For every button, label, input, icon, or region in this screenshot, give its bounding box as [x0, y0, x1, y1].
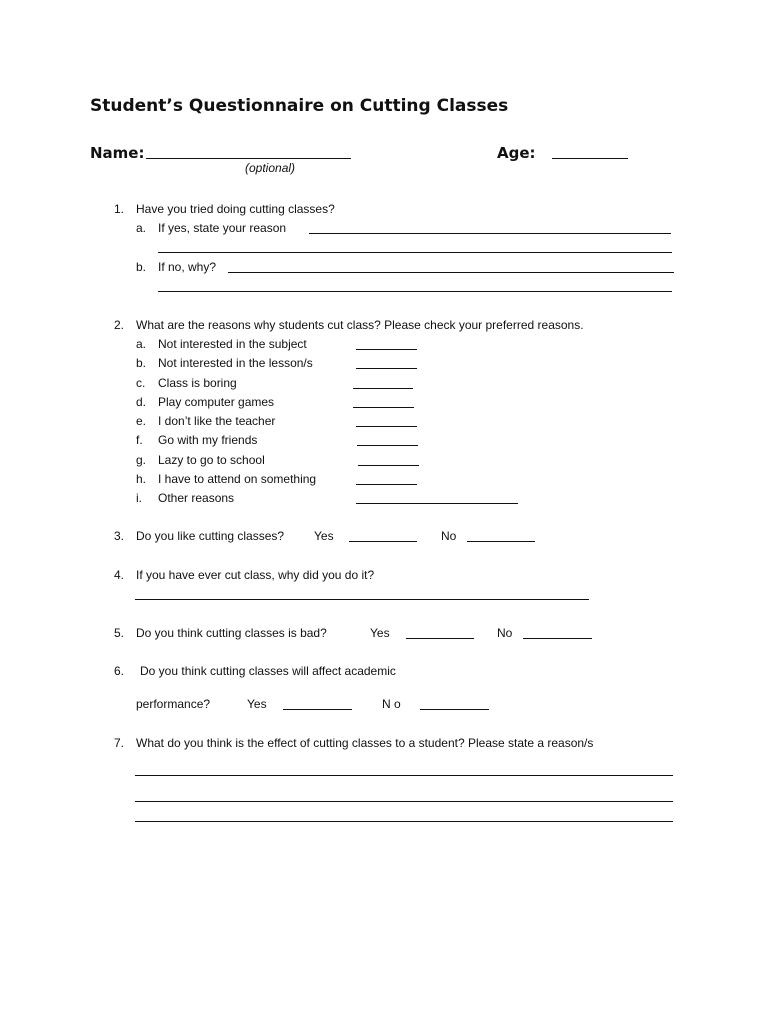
q5-text: Do you think cutting classes is bad? — [136, 626, 327, 640]
name-label: Name: — [90, 144, 145, 162]
q2-option-marker: e. — [136, 414, 147, 428]
q1a-answer-line-2[interactable] — [158, 252, 672, 253]
q2-option-label: I have to attend on something — [158, 472, 317, 486]
q6-yes-line[interactable] — [283, 709, 352, 710]
q6-text-continued: performance? — [136, 697, 211, 711]
q5-no-line[interactable] — [523, 638, 592, 639]
q2-option-marker: i. — [136, 491, 142, 505]
q2-other-reasons-line[interactable] — [356, 503, 518, 504]
q2-option-marker: f. — [136, 433, 143, 447]
q4-answer-line[interactable] — [135, 599, 589, 600]
q1b-answer-line-1[interactable] — [228, 272, 674, 273]
age-label: Age: — [497, 144, 536, 162]
q2-option-check-line[interactable] — [356, 484, 417, 485]
q6-no-label: N o — [382, 697, 401, 711]
q6-no-line[interactable] — [420, 709, 489, 710]
q5-no-label: No — [497, 626, 513, 640]
q4-number: 4. — [114, 568, 125, 582]
q1a-text: If yes, state your reason — [158, 221, 287, 235]
q2-option-label: I don’t like the teacher — [158, 414, 276, 428]
q2-option-marker: g. — [136, 453, 147, 467]
q2-option-marker: h. — [136, 472, 147, 486]
q2-option-check-line[interactable] — [353, 388, 413, 389]
q2-option-label: Class is boring — [158, 376, 237, 390]
q1a-answer-line-1[interactable] — [309, 233, 671, 234]
q7-text: What do you think is the effect of cutting classes to a student? Please state a reason/s — [136, 736, 594, 750]
q7-answer-line-1[interactable] — [135, 775, 673, 776]
q3-yes-label: Yes — [314, 529, 334, 543]
q2-option-label: Go with my friends — [158, 433, 258, 447]
q5-yes-line[interactable] — [406, 638, 474, 639]
q2-option-label: Play computer games — [158, 395, 275, 409]
q4-text: If you have ever cut class, why did you do it? — [136, 568, 375, 582]
q1a-marker: a. — [136, 221, 147, 235]
q3-number: 3. — [114, 529, 125, 543]
q1b-marker: b. — [136, 260, 147, 274]
name-optional-note: (optional) — [245, 161, 296, 175]
q5-yes-label: Yes — [370, 626, 390, 640]
q7-answer-line-3[interactable] — [135, 821, 673, 822]
q7-answer-line-2[interactable] — [135, 801, 673, 802]
q2-option-check-line[interactable] — [356, 349, 417, 350]
q1-text: Have you tried doing cutting classes? — [136, 202, 335, 216]
q2-option-label: Lazy to go to school — [158, 453, 265, 467]
name-field[interactable] — [146, 158, 351, 159]
q2-option-check-line[interactable] — [356, 368, 417, 369]
q6-number: 6. — [114, 664, 125, 678]
q2-option-marker: c. — [136, 376, 146, 390]
q2-option-label: Other reasons — [158, 491, 235, 505]
q2-option-marker: b. — [136, 356, 147, 370]
q3-text: Do you like cutting classes? — [136, 529, 285, 543]
q2-option-marker: a. — [136, 337, 147, 351]
q3-no-label: No — [441, 529, 457, 543]
q2-option-label: Not interested in the subject — [158, 337, 307, 351]
q7-number: 7. — [114, 736, 125, 750]
q1-number: 1. — [114, 202, 125, 216]
q1b-answer-line-2[interactable] — [158, 291, 672, 292]
q6-text: Do you think cutting classes will affect academic — [140, 664, 396, 678]
q2-option-check-line[interactable] — [358, 465, 419, 466]
q2-number: 2. — [114, 318, 125, 332]
q2-option-check-line[interactable] — [357, 445, 418, 446]
q3-yes-line[interactable] — [349, 541, 417, 542]
q5-number: 5. — [114, 626, 125, 640]
q2-option-check-line[interactable] — [353, 407, 414, 408]
q3-no-line[interactable] — [467, 541, 535, 542]
q6-yes-label: Yes — [247, 697, 267, 711]
age-field[interactable] — [552, 158, 628, 159]
q2-option-label: Not interested in the lesson/s — [158, 356, 313, 370]
q2-option-marker: d. — [136, 395, 147, 409]
document-title: Student’s Questionnaire on Cutting Classes — [90, 96, 509, 116]
q2-text: What are the reasons why students cut class? Please check your preferred reasons. — [136, 318, 584, 332]
q1b-text: If no, why? — [158, 260, 217, 274]
q2-option-check-line[interactable] — [356, 426, 417, 427]
